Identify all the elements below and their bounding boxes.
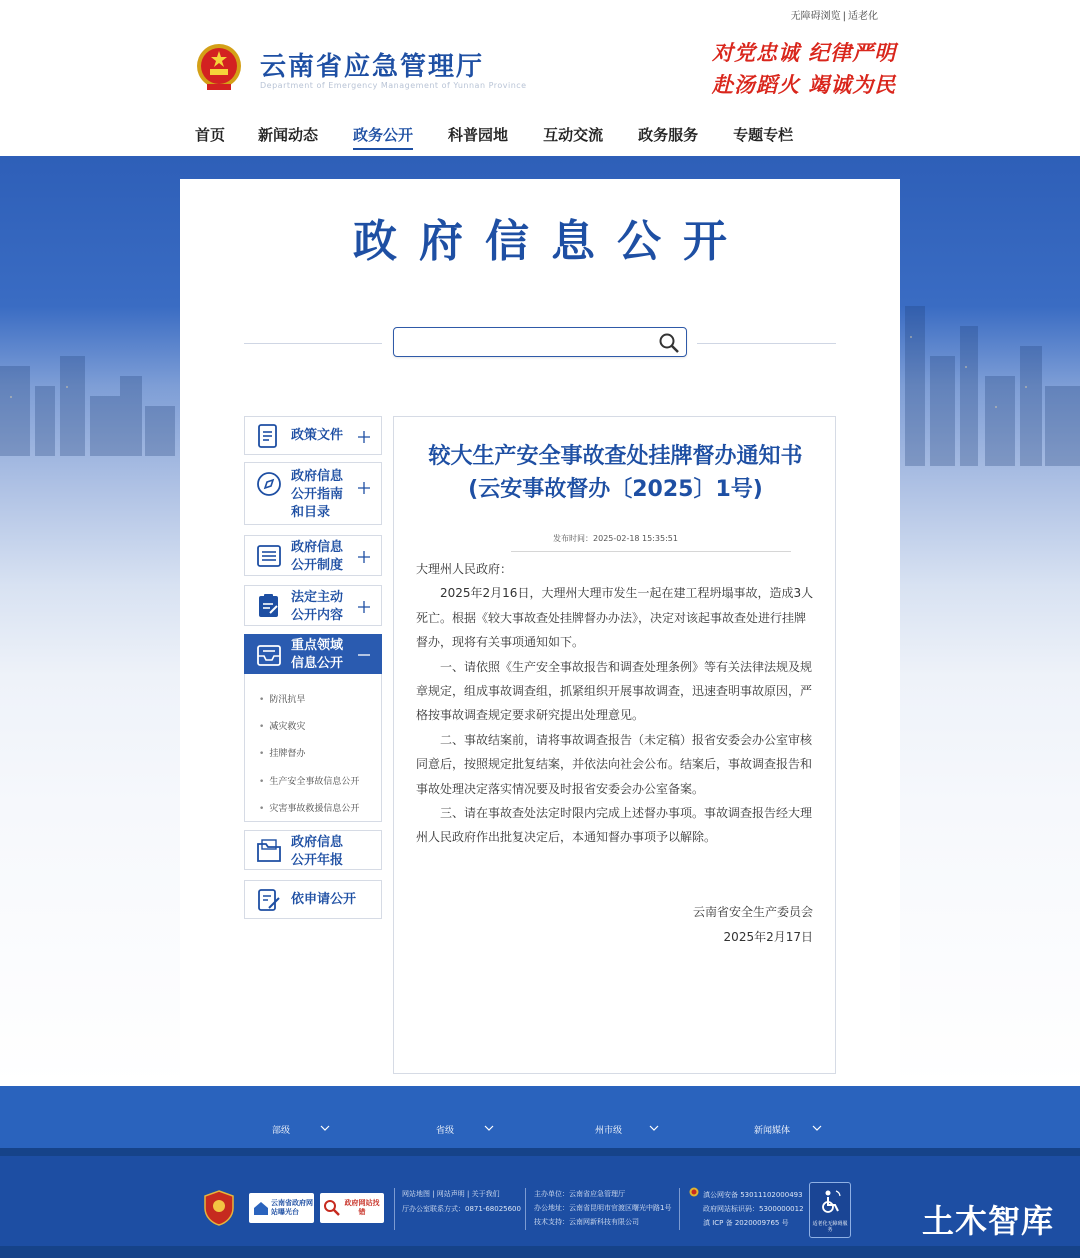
footer-link-media[interactable]: 新闻媒体: [754, 1126, 791, 1136]
search-divider-right: [697, 343, 836, 344]
sidebar-item-guide-catalog[interactable]: [244, 462, 382, 525]
site-error-badge[interactable]: [320, 1193, 384, 1223]
submenu-item-flood-drought[interactable]: • 防汛抗旱: [259, 692, 305, 705]
footer-site-links[interactable]: 网站地图 | 网站声明 | 关于我们: [402, 1190, 500, 1198]
sidebar-item-policy-docs[interactable]: [244, 416, 382, 455]
plus-icon[interactable]: [357, 481, 371, 495]
footer-stripe-bottom: [0, 1246, 1080, 1258]
sidebar-item-label: 法定主动公开内容: [291, 590, 344, 623]
exposure-platform-badge[interactable]: [249, 1193, 314, 1223]
exposure-platform-label: 云南省政府网站曝光台: [271, 1199, 313, 1216]
plus-icon[interactable]: [357, 550, 371, 564]
footer-police-record[interactable]: 滇公网安备 53011102000493: [703, 1191, 803, 1199]
footer-office-contact: 厅办公室联系方式：0871-68025600: [402, 1205, 521, 1213]
document-icon: [256, 423, 282, 449]
sidebar-item-label: 重点领域信息公开: [291, 638, 344, 671]
nav-gov-affairs[interactable]: 政务公开: [353, 120, 413, 150]
sidebar-item-key-areas[interactable]: [244, 634, 382, 674]
search-divider-left: [244, 343, 382, 344]
elderly-mode-link[interactable]: 适老化: [848, 11, 878, 22]
topbar: 无障碍浏览 | 适老化: [790, 11, 878, 22]
chevron-down-icon[interactable]: [649, 1124, 659, 1132]
nav-interaction[interactable]: 互动交流: [543, 126, 604, 144]
article-signature: 云南省安全生产委员会: [692, 905, 813, 919]
footer-address: 办公地址：云南省昆明市官渡区曙光中路1号: [534, 1204, 672, 1212]
sidebar-item-label: 依申请公开: [291, 892, 357, 907]
clipboard-edit-icon: [256, 593, 282, 619]
footer-tech-support: 技术支持：云南网新科技有限公司: [534, 1218, 639, 1226]
sidebar-item-annual-report[interactable]: [244, 830, 382, 870]
folder-icon: [256, 838, 282, 864]
site-error-label: 政府网站找错: [344, 1199, 380, 1216]
sidebar-item-disclosure-system[interactable]: [244, 535, 382, 576]
sidebar-item-label: 政策文件: [291, 428, 344, 443]
slogan-line-1: 对党忠诚 纪律严明: [712, 40, 897, 65]
chevron-down-icon[interactable]: [320, 1124, 330, 1132]
footer-link-ministry[interactable]: 部级: [272, 1126, 291, 1136]
slogan-line-2: 赴汤蹈火 竭诚为民: [712, 72, 897, 97]
submenu-item-disaster-relief[interactable]: • 减灾救灾: [259, 719, 305, 732]
article-title-line-2: (云安事故督办〔2025〕1号): [468, 477, 763, 502]
national-emblem-icon: [195, 42, 243, 92]
search-icon[interactable]: [658, 332, 680, 354]
article-divider: [511, 551, 791, 552]
sidebar-item-label: 政府信息公开年报: [291, 835, 344, 868]
compass-icon: [256, 471, 282, 497]
footer-site-code: 政府网站标识码：5300000012: [703, 1205, 804, 1213]
inbox-icon: [256, 642, 282, 668]
submenu-item-rescue-info[interactable]: • 灾害事故救援信息公开: [259, 801, 359, 814]
footer-stripe: [0, 1148, 1080, 1156]
plus-icon[interactable]: [357, 600, 371, 614]
sidebar-item-label: 政府信息公开制度: [291, 540, 344, 573]
chevron-down-icon[interactable]: [812, 1124, 822, 1132]
nav-services[interactable]: 政务服务: [638, 126, 699, 144]
article-panel: [393, 416, 836, 1074]
edit-form-icon: [256, 887, 282, 913]
submenu-item-safety-accidents[interactable]: • 生产安全事故信息公开: [259, 774, 359, 787]
search-input[interactable]: [393, 327, 687, 357]
article-body: [416, 557, 816, 850]
party-emblem-icon: [203, 1190, 235, 1226]
article-paragraph: 一、请依照《生产安全事故报告和调查处理条例》等有关法律法规及规章规定，组成事故调查组，抓紧组织开展事故调查，迅速查明事故原因，严格按事故调查规定要求研究提出处理意见。: [416, 659, 813, 723]
nav-science[interactable]: 科普园地: [448, 126, 509, 144]
article-paragraph: 三、请在事故查处法定时限内完成上述督办事项。事故调查报告经大理州人民政府作出批复决定后，本通知督办事项予以解除。: [416, 806, 813, 845]
sidebar-item-statutory-content[interactable]: [244, 585, 382, 626]
article-sign-date: 2025年2月17日: [723, 930, 813, 944]
wheelchair-icon: [819, 1189, 843, 1215]
footer-link-province[interactable]: 省级: [436, 1126, 455, 1136]
footer-divider: [394, 1188, 395, 1230]
footer-divider: [525, 1188, 526, 1230]
article-title-line-1: 较大生产安全事故查处挂牌督办通知书: [428, 444, 803, 469]
accessible-browse-link[interactable]: 无障碍浏览: [790, 11, 841, 22]
accessibility-service-button[interactable]: [809, 1182, 851, 1238]
watermark-text: 土木智库: [922, 1202, 1055, 1240]
list-icon: [256, 543, 282, 569]
sidebar-submenu: [244, 674, 382, 822]
footer-sponsor: 主办单位：云南省应急管理厅: [534, 1190, 625, 1198]
main-nav: [195, 120, 793, 150]
site-title[interactable]: 云南省应急管理厅: [260, 52, 485, 82]
plus-icon[interactable]: [357, 430, 371, 444]
sidebar-item-label: 政府信息公开指南和目录: [291, 469, 344, 520]
footer-divider: [679, 1188, 680, 1230]
footer-icp-record[interactable]: 滇 ICP 备 2020009765 号: [703, 1219, 789, 1227]
article-date: 发布时间：2025-02-18 15:35:51: [553, 534, 678, 543]
site-header: [0, 0, 1080, 156]
accessibility-service-label: 适老化无障碍服务: [812, 1221, 848, 1233]
article-paragraph: 2025年2月16日，大理州大理市发生一起在建工程坍塌事故，造成3人死亡。根据《较大事故查处挂牌督办办法》，决定对该起事故查处进行挂牌督办，现将有关事项通知如下。: [416, 586, 814, 650]
police-badge-icon: [689, 1187, 699, 1197]
submenu-item-supervision[interactable]: • 挂牌督办: [259, 746, 305, 759]
nav-special[interactable]: 专题专栏: [733, 126, 794, 144]
nav-home[interactable]: 首页: [195, 126, 226, 144]
footer-links-bar: [0, 1086, 1080, 1148]
magnifier-icon: [323, 1199, 341, 1217]
site-subtitle: Department of Emergency Management of Yunnan Province: [260, 81, 527, 90]
sidebar-item-on-request[interactable]: [244, 880, 382, 919]
house-icon: [252, 1199, 270, 1217]
article-paragraph: 二、事故结案前，请将事故调查报告（未定稿）报省安委会办公室审核同意后，按照规定批复结案，并依法向社会公布。结案后，事故调查报告和事故处理决定落实情况要及时报省安委会办公室备案。: [416, 732, 813, 796]
page-heading: 政府信息公开: [353, 216, 749, 267]
article-salutation: 大理州人民政府：: [416, 562, 513, 576]
minus-icon[interactable]: [357, 648, 371, 662]
nav-news[interactable]: 新闻动态: [258, 126, 319, 144]
footer-link-city[interactable]: 州市级: [595, 1126, 623, 1136]
chevron-down-icon[interactable]: [484, 1124, 494, 1132]
